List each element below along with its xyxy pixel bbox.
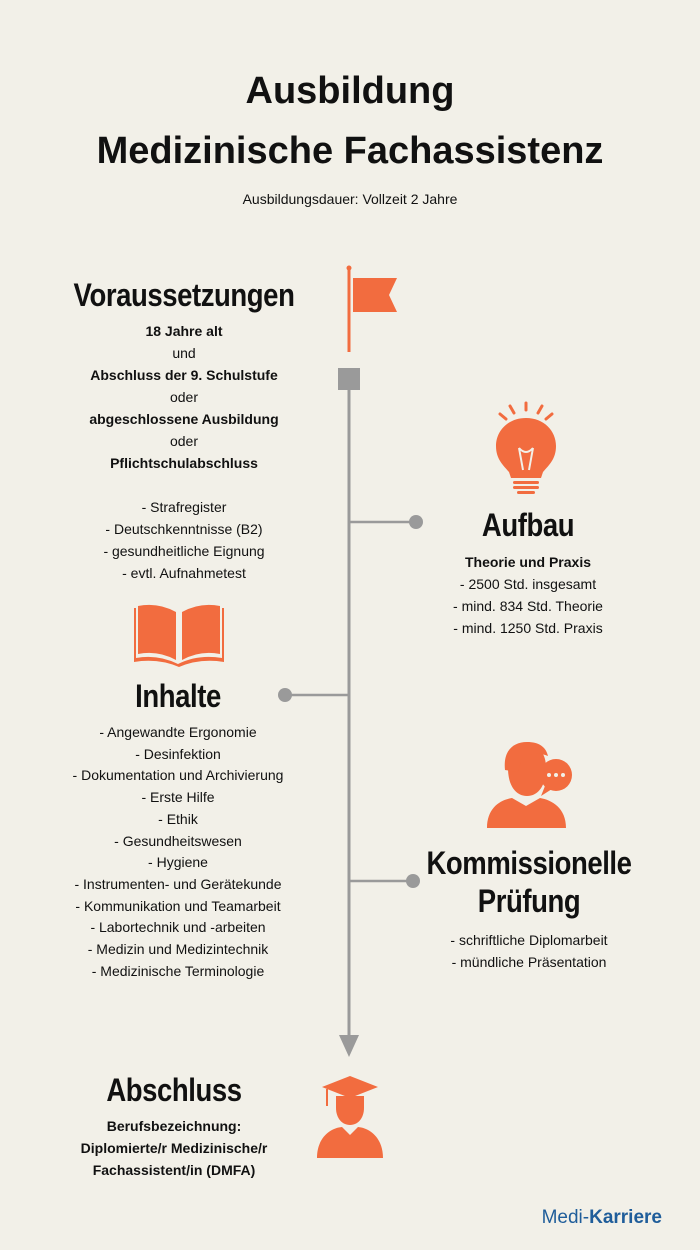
brand-part2: Karriere xyxy=(589,1207,662,1228)
inhalte-item: - Medizin und Medizintechnik xyxy=(87,941,269,958)
inhalte-item: - Erste Hilfe xyxy=(141,789,215,806)
aufbau-heading: Aufbau xyxy=(481,507,575,543)
requirement-item: oder xyxy=(169,433,199,449)
branch-pruefung-dot xyxy=(406,874,420,888)
requirement-item: 18 Jahre alt xyxy=(145,323,223,339)
pruefung-heading-line2: Prüfung xyxy=(477,883,581,919)
flag-icon xyxy=(347,266,398,353)
requirement-item: abgeschlossene Ausbildung xyxy=(89,411,279,427)
abschluss-line: Diplomierte/r Medizinische/r xyxy=(80,1140,268,1156)
page-title-line1: Ausbildung xyxy=(245,70,455,112)
speaker-person-icon xyxy=(487,742,572,828)
inhalte-item: - Angewandte Ergonomie xyxy=(99,724,257,740)
inhalte-item: - Labortechnik und -arbeiten xyxy=(90,919,266,936)
pruefung-item: - mündliche Präsentation xyxy=(451,954,607,970)
inhalte-heading: Inhalte xyxy=(135,678,221,714)
inhalte-item: - Instrumenten- und Gerätekunde xyxy=(74,875,282,892)
extra-item: - Deutschkenntnisse (B2) xyxy=(105,521,263,537)
book-icon xyxy=(134,605,224,667)
abschluss-line: Fachassistent/in (DMFA) xyxy=(92,1162,256,1178)
abschluss-details xyxy=(44,1115,304,1181)
page-subtitle: Ausbildungsdauer: Vollzeit 2 Jahre xyxy=(242,191,458,207)
requirement-item: Pflichtschulabschluss xyxy=(110,455,258,471)
timeline-end-arrow xyxy=(339,1035,359,1057)
inhalte-item: - Dokumentation und Archivierung xyxy=(72,767,284,784)
inhalte-item: - Medizinische Terminologie xyxy=(91,962,265,979)
branch-aufbau-dot xyxy=(409,515,423,529)
pruefung-list xyxy=(414,929,644,973)
aufbau-lead: Theorie und Praxis xyxy=(464,554,592,570)
lightbulb-icon xyxy=(496,403,556,494)
voraussetzungen-extras xyxy=(34,496,334,584)
abschluss-heading: Abschluss xyxy=(106,1072,242,1108)
requirement-item: oder xyxy=(169,389,199,405)
page-title-line2: Medizinische Fachassistenz xyxy=(96,130,604,172)
pruefung-heading-line1: Kommissionelle xyxy=(426,845,632,881)
aufbau-item: - mind. 1250 Std. Praxis xyxy=(453,620,603,636)
branch-inhalte-dot xyxy=(278,688,292,702)
graduate-icon xyxy=(317,1076,383,1158)
requirement-item: und xyxy=(172,345,196,361)
aufbau-item: - mind. 834 Std. Theorie xyxy=(453,598,603,614)
inhalte-item: - Desinfektion xyxy=(135,745,221,762)
timeline-start-square xyxy=(338,368,360,390)
abschluss-line: Berufsbezeichnung: xyxy=(106,1118,242,1134)
extra-item: - evtl. Aufnahmetest xyxy=(122,565,246,581)
voraussetzungen-requirements xyxy=(34,320,334,474)
voraussetzungen-heading: Voraussetzungen xyxy=(73,277,295,313)
inhalte-item: - Ethik xyxy=(158,810,198,827)
inhalte-item: - Kommunikation und Teamarbeit xyxy=(75,897,281,914)
extra-item: - gesundheitliche Eignung xyxy=(103,543,265,559)
inhalte-item: - Hygiene xyxy=(148,854,208,871)
requirement-item: Abschluss der 9. Schulstufe xyxy=(90,367,278,383)
inhalte-item: - Gesundheitswesen xyxy=(114,832,242,849)
aufbau-item: - 2500 Std. insgesamt xyxy=(459,576,597,592)
inhalte-list xyxy=(28,722,328,982)
brand-part1: Medi- xyxy=(541,1207,590,1228)
aufbau-details xyxy=(418,551,638,639)
extra-item: - Strafregister xyxy=(141,499,227,515)
brand-logo xyxy=(542,1207,662,1229)
pruefung-item: - schriftliche Diplomarbeit xyxy=(450,932,608,948)
